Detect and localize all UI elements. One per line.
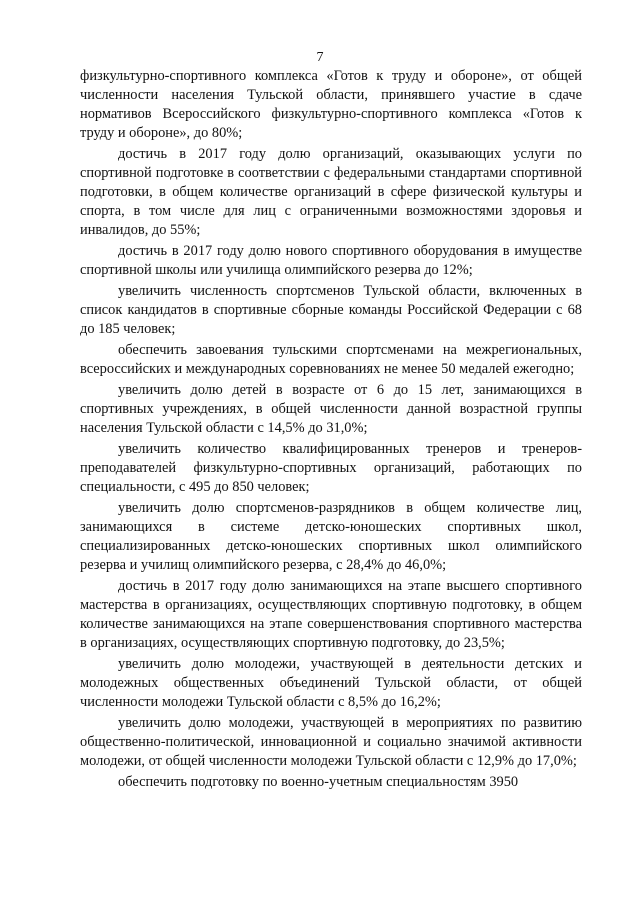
paragraph: физкультурно-спортивного комплекса «Готов к труду и обороне», от общей численности населения Тульской области, принявшего участие в сдаче нормативов Всероссийского физкультурно-спортивного комплекса «Готов к труду и обороне», до 80%;	[80, 68, 582, 141]
paragraph: обеспечить подготовку по военно-учетным специальностям 3950	[118, 774, 519, 790]
paragraph: достичь в 2017 году долю занимающихся на этапе высшего спортивного мастерства в организациях, осуществляющих спортивную подготовку, в общем количестве занимающихся на этапе совершенствования спортивного мастерства в организациях, осуществляющих спортивную подготовку, до 23,5%;	[80, 578, 582, 651]
paragraph: обеспечить завоевания тульскими спортсменами на межрегиональных, всероссийских и международных соревнованиях не менее 50 медалей ежегодно;	[80, 342, 582, 377]
paragraph: достичь в 2017 году долю нового спортивного оборудования в имуществе спортивной школы или училища олимпийского резерва до 12%;	[80, 243, 582, 278]
paragraph: увеличить долю детей в возрасте от 6 до 15 лет, занимающихся в спортивных учреждениях, в общей численности данной возрастной группы населения Тульской области с 14,5% до 31,0%;	[80, 382, 582, 436]
paragraph: увеличить количество квалифицированных тренеров и тренеров-преподавателей физкультурно-спортивных организаций, работающих по специальности, с 495 до 850 человек;	[80, 441, 582, 495]
page-number: 7	[316, 50, 324, 65]
document-body	[80, 67, 582, 794]
paragraph: увеличить долю спортсменов-разрядников в общем количестве лиц, занимающихся в системе детско-юношеских спортивных школ, специализированных детско-юношеских спортивных школ олимпийского резерва и училищ олимпийского резерва, с 28,4% до 46,0%;	[80, 500, 582, 573]
paragraph: увеличить численность спортсменов Тульской области, включенных в список кандидатов в спортивные сборные команды Российской Федерации с 68 до 185 человек;	[80, 283, 582, 337]
paragraph: увеличить долю молодежи, участвующей в мероприятиях по развитию общественно-политической, инновационной и социально значимой активности молодежи, от общей численности молодежи Тульской области с 12,9% до 17,0%;	[80, 715, 582, 769]
paragraph: увеличить долю молодежи, участвующей в деятельности детских и молодежных общественных объединений Тульской области, от общей численности молодежи Тульской области с 8,5% до 16,2%;	[80, 656, 582, 710]
paragraph: достичь в 2017 году долю организаций, оказывающих услуги по спортивной подготовке в соответствии с федеральными стандартами спортивной подготовки, в общем количестве организаций в сфере физической культуры и спорта, в том числе для лиц с ограниченными возможностями здоровья и инвалидов, до 55%;	[80, 146, 582, 238]
